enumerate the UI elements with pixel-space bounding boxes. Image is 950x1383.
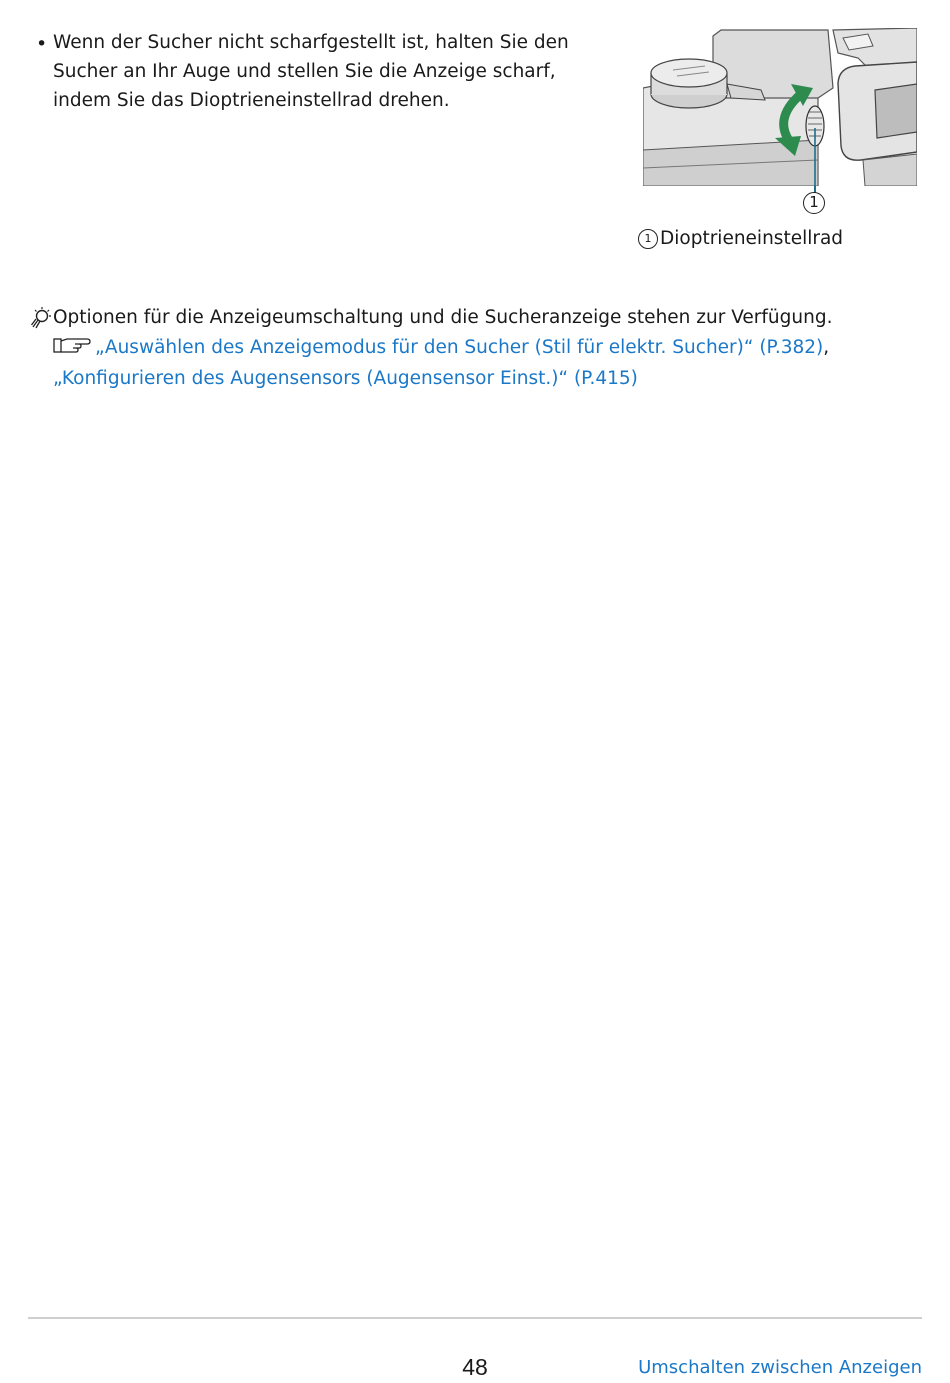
page-number: 48 <box>462 1354 488 1380</box>
caption-text: Dioptrieneinstellrad <box>660 228 844 249</box>
caption-number: 1 <box>638 229 658 249</box>
bullet-text: Wenn der Sucher nicht scharfgestellt ist, halten Sie den Sucher an Ihr Auge und stellen Sie die Anzeige scharf, indem Sie das Dioptrieneinstellrad drehen. <box>53 32 569 111</box>
bullet-marker: • <box>36 33 48 55</box>
bullet-item <box>30 28 610 115</box>
link-separator: , <box>823 337 830 358</box>
callout-number: 1 <box>803 192 825 214</box>
diopter-dial-illustration <box>643 28 917 186</box>
tip-note <box>30 303 920 394</box>
reference-link-display-mode[interactable]: „Auswählen des Anzeigemodus für den Sucher (Stil für elektr. Sucher)“ (P.382) <box>95 337 824 358</box>
reference-line <box>53 333 920 394</box>
footer-section-link[interactable]: Umschalten zwischen Anzeigen <box>638 1357 922 1378</box>
reference-link-eye-sensor[interactable]: „Konfigurieren des Augensensors (Augensensor Einst.)“ (P.415) <box>53 368 638 389</box>
figure-caption <box>638 226 843 252</box>
tip-text: Optionen für die Anzeigeumschaltung und die Sucheranzeige stehen zur Verfügung. <box>53 307 833 328</box>
pointing-hand-icon <box>53 334 91 364</box>
tip-lightbulb-icon <box>30 306 52 334</box>
footer-divider <box>28 1317 922 1319</box>
